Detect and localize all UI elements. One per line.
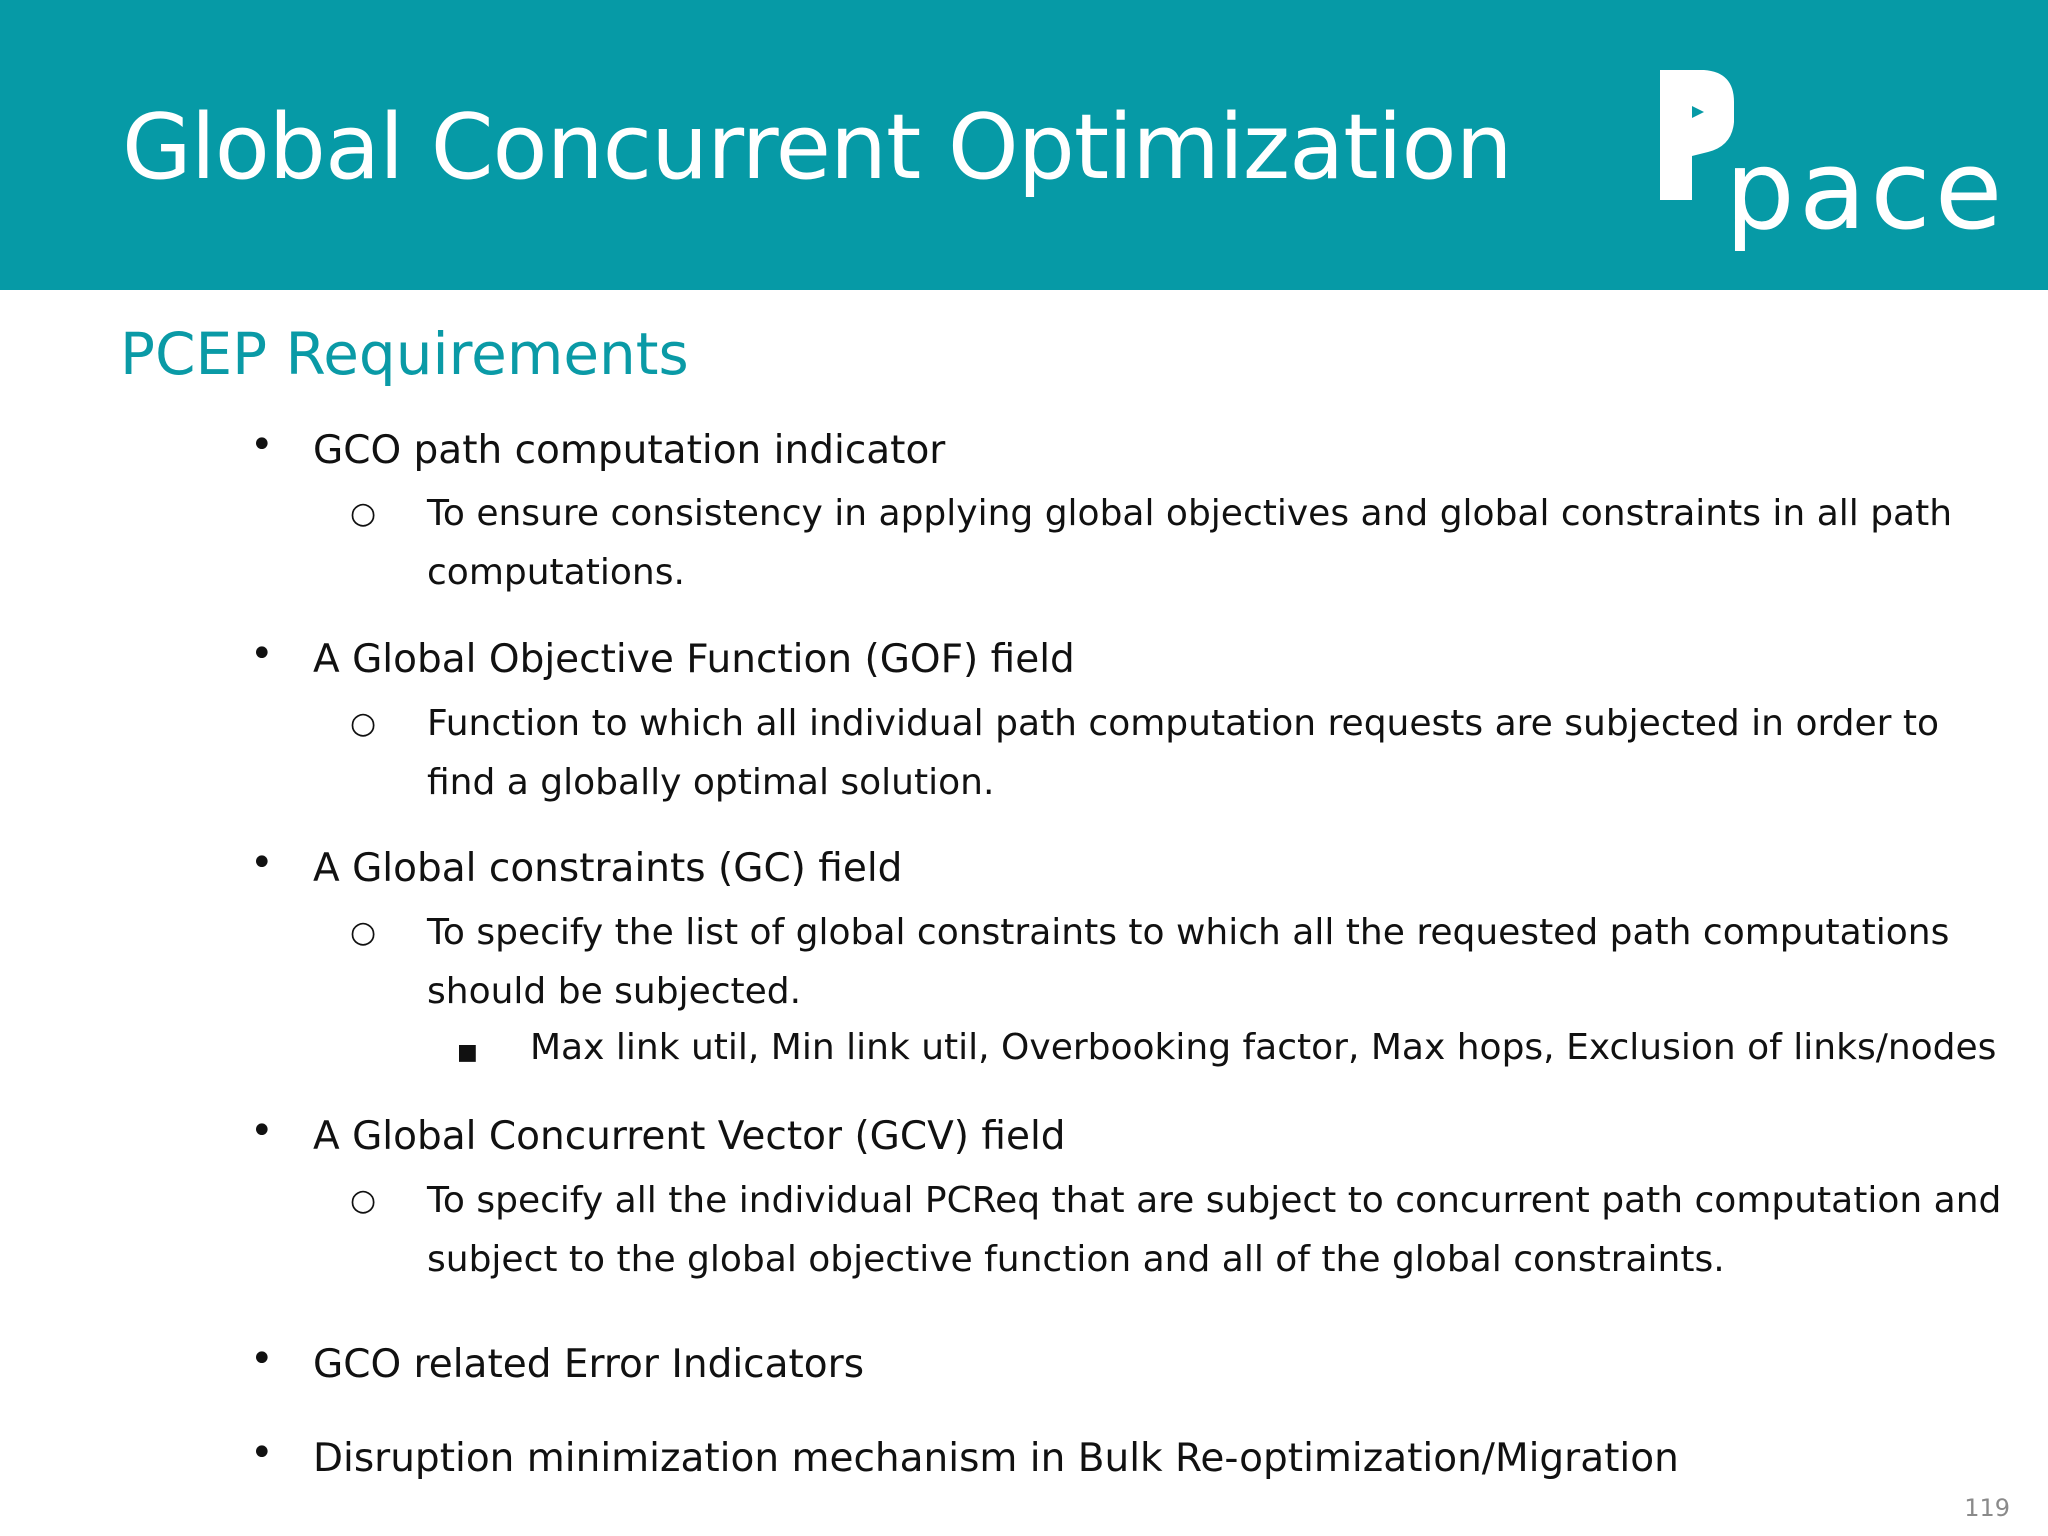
slide-title: Global Concurrent Optimization bbox=[122, 95, 1512, 200]
pace-logo bbox=[1640, 52, 2007, 272]
bullet-marker: • bbox=[250, 1336, 274, 1382]
sub-bullet-text: To specify the list of global constraints to which all the requested path computations should be subjected. bbox=[427, 912, 1950, 1012]
sub-bullet-marker: ○ bbox=[350, 915, 377, 950]
bullet-text: GCO related Error Indicators bbox=[313, 1342, 865, 1387]
sub-bullet-marker: ○ bbox=[350, 496, 377, 531]
section-heading: PCEP Requirements bbox=[120, 320, 689, 388]
sub-bullet-text: To ensure consistency in applying global objectives and global constraints in all path computations. bbox=[427, 493, 1953, 593]
bullet-text: A Global Concurrent Vector (GCV) field bbox=[313, 1114, 1066, 1159]
bullet-marker: • bbox=[250, 631, 274, 677]
page-number: 119 bbox=[1964, 1494, 2010, 1522]
bullet-marker: • bbox=[250, 1108, 274, 1154]
bullet-text: A Global Objective Function (GOF) field bbox=[313, 637, 1075, 682]
sub-bullet-marker: ○ bbox=[350, 706, 377, 741]
bullet-text: A Global constraints (GC) field bbox=[313, 846, 903, 891]
sub-bullet-marker: ○ bbox=[350, 1183, 377, 1218]
pace-logo-wordmark: pace bbox=[1725, 126, 2007, 254]
bullet-marker: • bbox=[250, 1430, 274, 1476]
sub-sub-bullet-marker: ■ bbox=[457, 1040, 478, 1065]
bullet-marker: • bbox=[250, 840, 274, 886]
bullet-marker: • bbox=[250, 422, 274, 468]
bullet-text: Disruption minimization mechanism in Bulk Re-optimization/Migration bbox=[313, 1436, 1679, 1481]
bullet-text: GCO path computation indicator bbox=[313, 428, 946, 473]
sub-bullet-text: To specify all the individual PCReq that are subject to concurrent path computation and subject to the global objective function and all of the global constraints. bbox=[427, 1180, 2002, 1280]
sub-sub-bullet-text: Max link util, Min link util, Overbooking factor, Max hops, Exclusion of links/nodes bbox=[530, 1027, 1997, 1068]
sub-bullet-text: Function to which all individual path computation requests are subjected in order to find a globally optimal solution. bbox=[427, 703, 1940, 803]
